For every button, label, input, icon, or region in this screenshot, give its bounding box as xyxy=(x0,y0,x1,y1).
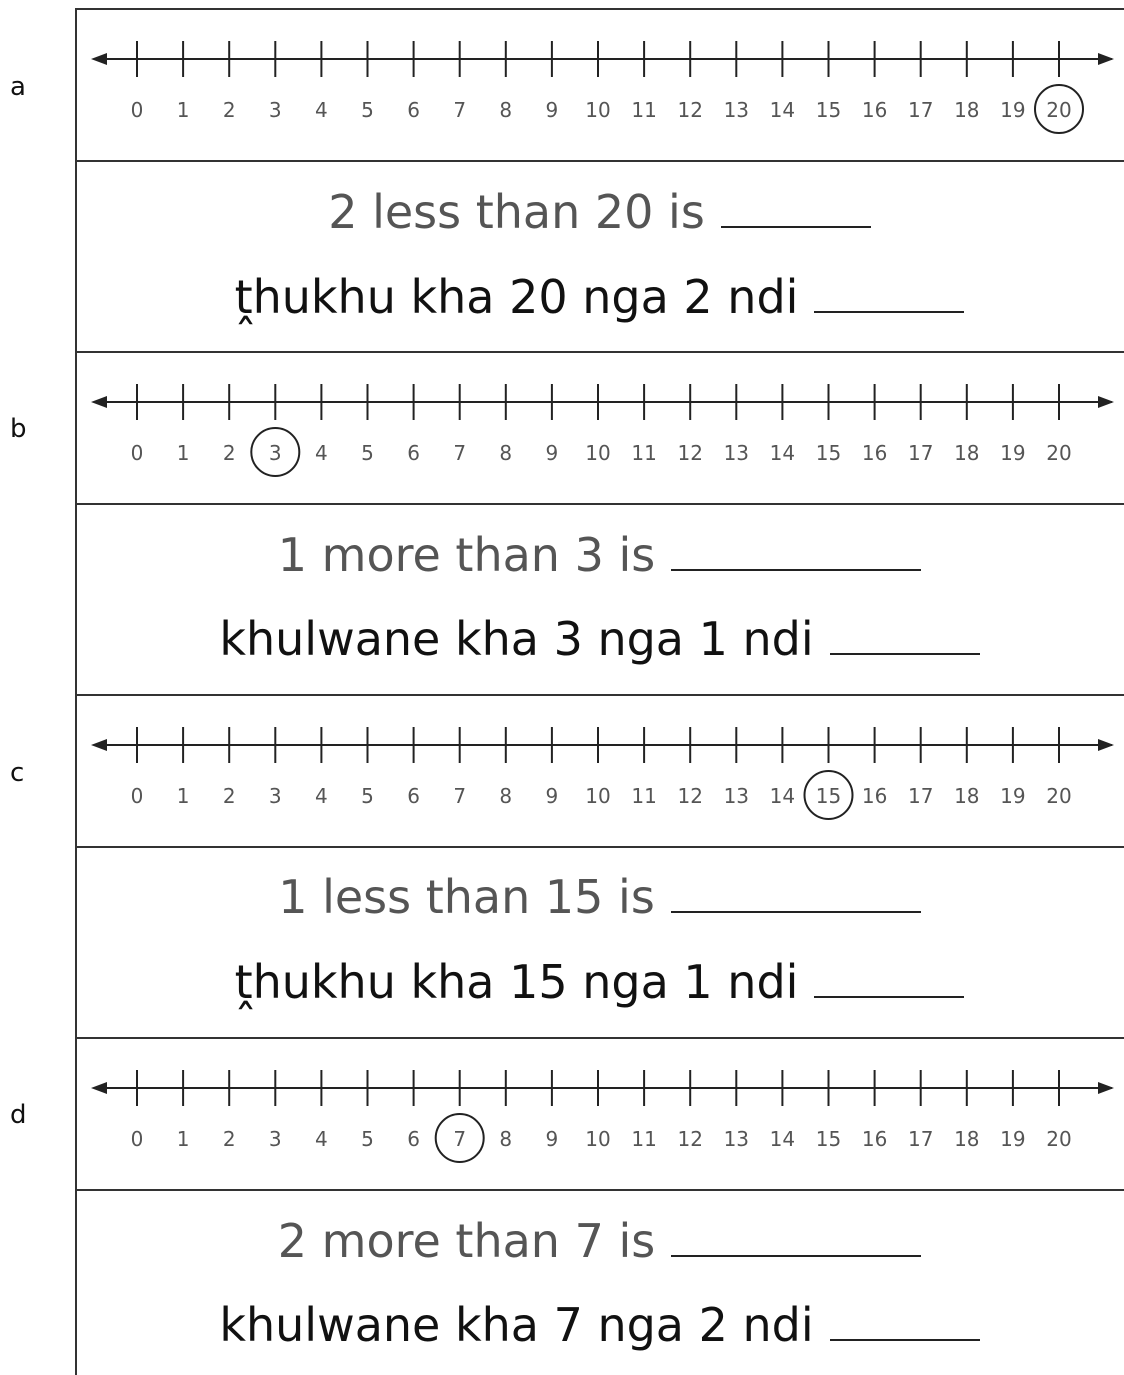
tick-label: 18 xyxy=(954,784,980,808)
tick-label: 10 xyxy=(585,441,611,465)
divider xyxy=(75,503,1124,505)
tick-label: 7 xyxy=(453,784,467,808)
divider xyxy=(75,846,1124,848)
english-sentence: 2 more than 7 is xyxy=(277,1214,656,1268)
divider xyxy=(75,160,1124,162)
number-line-a xyxy=(77,8,1124,158)
tick-label: 13 xyxy=(723,441,750,465)
tick-label: 17 xyxy=(907,441,934,465)
left-arrow-icon xyxy=(91,739,107,751)
problem-label-a: a xyxy=(10,72,26,102)
divider xyxy=(75,1189,1124,1191)
tick-label: 1 xyxy=(176,1127,190,1151)
tick-label: 5 xyxy=(361,441,374,465)
tick-label: 11 xyxy=(631,441,657,465)
tick-label: 4 xyxy=(315,784,328,808)
tick-label: 19 xyxy=(1000,784,1026,808)
tick-label: 11 xyxy=(631,98,657,122)
venda-sentence: khulwane kha 3 nga 1 ndi xyxy=(219,612,814,666)
tick-label: 9 xyxy=(545,784,559,808)
english-sentence: 2 less than 20 is xyxy=(328,185,705,239)
tick-label: 2 xyxy=(222,784,236,808)
tick-label: 8 xyxy=(499,784,513,808)
tick-label: 14 xyxy=(769,441,796,465)
tick-label: 1 xyxy=(176,784,190,808)
tick-label: 17 xyxy=(907,784,934,808)
tick-label: 16 xyxy=(861,98,888,122)
problem-label-d: d xyxy=(10,1100,27,1130)
tick-label: 18 xyxy=(954,98,980,122)
sentence-block-a-venda xyxy=(75,270,1124,324)
number-line-b xyxy=(77,351,1124,501)
tick-label: 17 xyxy=(907,1127,934,1151)
tick-label: 7 xyxy=(453,98,467,122)
number-line-c xyxy=(77,694,1124,844)
tick-label: 16 xyxy=(861,1127,888,1151)
tick-label: 4 xyxy=(315,441,328,465)
tick-label: 12 xyxy=(677,784,703,808)
tick-label: 2 xyxy=(222,1127,236,1151)
tick-label: 13 xyxy=(723,1127,750,1151)
tick-label: 7 xyxy=(453,441,467,465)
tick-label: 6 xyxy=(407,784,420,808)
answer-blank[interactable] xyxy=(814,960,964,998)
tick-label: 20 xyxy=(1046,441,1072,465)
tick-label: 12 xyxy=(677,98,703,122)
tick-label: 5 xyxy=(361,98,374,122)
tick-label: 2 xyxy=(222,441,236,465)
tick-label: 15 xyxy=(815,1127,842,1151)
tick-label: 20 xyxy=(1046,1127,1072,1151)
tick-label: 0 xyxy=(130,784,144,808)
tick-label: 3 xyxy=(268,784,282,808)
tick-label: 7 xyxy=(453,1127,467,1151)
right-arrow-icon xyxy=(1098,1082,1114,1094)
tick-label: 15 xyxy=(815,784,842,808)
tick-label: 8 xyxy=(499,1127,513,1151)
tick-label: 12 xyxy=(677,441,703,465)
tick-label: 18 xyxy=(954,441,980,465)
tick-label: 3 xyxy=(268,441,282,465)
tick-label: 0 xyxy=(130,1127,144,1151)
tick-label: 0 xyxy=(130,441,144,465)
tick-label: 4 xyxy=(315,98,328,122)
sentence-block-a xyxy=(75,185,1124,239)
venda-sentence: khulwane kha 7 nga 2 ndi xyxy=(219,1298,814,1352)
right-arrow-icon xyxy=(1098,396,1114,408)
tick-label: 0 xyxy=(130,98,144,122)
sentence-block-b-venda xyxy=(75,612,1124,666)
answer-blank[interactable] xyxy=(671,533,921,571)
tick-label: 16 xyxy=(861,784,888,808)
tick-label: 4 xyxy=(315,1127,328,1151)
tick-label: 6 xyxy=(407,98,420,122)
english-sentence: 1 more than 3 is xyxy=(277,528,656,582)
tick-label: 1 xyxy=(176,441,190,465)
tick-label: 14 xyxy=(769,784,796,808)
tick-label: 18 xyxy=(954,1127,980,1151)
tick-label: 2 xyxy=(222,98,236,122)
tick-label: 6 xyxy=(407,1127,420,1151)
sentence-block-d xyxy=(75,1214,1124,1268)
right-arrow-icon xyxy=(1098,53,1114,65)
tick-label: 15 xyxy=(815,441,842,465)
sentence-block-b xyxy=(75,528,1124,582)
venda-sentence: ṱhukhu kha 15 nga 1 ndi xyxy=(234,955,799,1009)
venda-sentence: ṱhukhu kha 20 nga 2 ndi xyxy=(234,270,799,324)
tick-label: 10 xyxy=(585,98,611,122)
answer-blank[interactable] xyxy=(721,190,871,228)
tick-label: 16 xyxy=(861,441,888,465)
answer-blank[interactable] xyxy=(814,275,964,313)
answer-blank[interactable] xyxy=(830,1303,980,1341)
tick-label: 20 xyxy=(1046,784,1072,808)
tick-label: 9 xyxy=(545,441,559,465)
tick-label: 10 xyxy=(585,784,611,808)
tick-label: 10 xyxy=(585,1127,611,1151)
answer-blank[interactable] xyxy=(830,617,980,655)
tick-label: 11 xyxy=(631,1127,657,1151)
answer-blank[interactable] xyxy=(671,1219,921,1257)
sentence-block-c-venda xyxy=(75,955,1124,1009)
tick-label: 9 xyxy=(545,1127,559,1151)
tick-label: 3 xyxy=(268,98,282,122)
tick-label: 5 xyxy=(361,1127,374,1151)
tick-label: 14 xyxy=(769,98,796,122)
left-arrow-icon xyxy=(91,396,107,408)
tick-label: 8 xyxy=(499,441,513,465)
answer-blank[interactable] xyxy=(671,875,921,913)
tick-label: 19 xyxy=(1000,1127,1026,1151)
tick-label: 13 xyxy=(723,98,750,122)
right-arrow-icon xyxy=(1098,739,1114,751)
tick-label: 11 xyxy=(631,784,657,808)
tick-label: 12 xyxy=(677,1127,703,1151)
tick-label: 3 xyxy=(268,1127,282,1151)
left-arrow-icon xyxy=(91,53,107,65)
tick-label: 1 xyxy=(176,98,190,122)
number-line-d xyxy=(77,1037,1124,1187)
tick-label: 19 xyxy=(1000,98,1026,122)
left-arrow-icon xyxy=(91,1082,107,1094)
tick-label: 15 xyxy=(815,98,842,122)
tick-label: 8 xyxy=(499,98,513,122)
sentence-block-d-venda xyxy=(75,1298,1124,1352)
tick-label: 9 xyxy=(545,98,559,122)
tick-label: 6 xyxy=(407,441,420,465)
tick-label: 19 xyxy=(1000,441,1026,465)
problem-label-c: c xyxy=(10,758,25,788)
tick-label: 5 xyxy=(361,784,374,808)
tick-label: 14 xyxy=(769,1127,796,1151)
tick-label: 17 xyxy=(907,98,934,122)
tick-label: 13 xyxy=(723,784,750,808)
english-sentence: 1 less than 15 is xyxy=(278,870,655,924)
tick-label: 20 xyxy=(1046,98,1072,122)
problem-label-b: b xyxy=(10,414,27,444)
sentence-block-c xyxy=(75,870,1124,924)
